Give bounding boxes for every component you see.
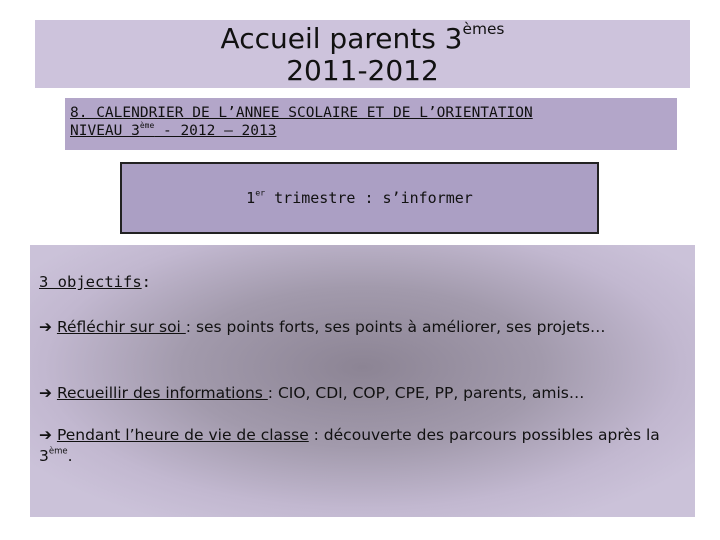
slide-title	[35, 22, 690, 56]
right-arrow-icon: ➔	[39, 318, 52, 336]
section-heading-line-1: 8. CALENDRIER DE L’ANNEE SCOLAIRE ET DE L’ORIENTATION	[70, 105, 533, 121]
right-arrow-icon: ➔	[39, 384, 52, 402]
slide-title-year: 2011-2012	[286, 54, 439, 87]
trimester-text: trimestre : s’informer	[265, 189, 473, 207]
objective-text-end: .	[67, 447, 73, 465]
objectives-heading-colon: :	[141, 273, 151, 291]
right-arrow-icon: ➔	[39, 426, 52, 444]
objective-text: : découverte des parcours possibles après la 3	[39, 426, 660, 465]
section-level-superscript: ème	[139, 120, 155, 130]
section-years-text: - 2012 – 2013	[154, 123, 277, 139]
objectives-heading	[39, 272, 683, 293]
trimester-label	[246, 189, 473, 207]
section-heading-box	[65, 98, 677, 150]
slide-title-superscript: èmes	[462, 20, 505, 39]
objective-text: : CIO, CDI, COP, CPE, PP, parents, amis…	[267, 384, 585, 402]
objective-title: Pendant l’heure de vie de classe	[56, 426, 309, 444]
section-heading-line-2	[70, 122, 276, 140]
objectives-box	[30, 245, 695, 517]
objective-item	[39, 383, 683, 404]
trimester-box	[120, 162, 599, 234]
objective-item	[39, 317, 683, 338]
slide-title-text: Accueil parents 3	[220, 22, 463, 55]
trimester-number-superscript: er	[255, 187, 266, 198]
objective-text-superscript: ème	[48, 446, 68, 457]
section-level-text: NIVEAU 3	[70, 123, 140, 139]
slide-title-box	[35, 20, 690, 88]
objective-text: : ses points forts, ses points à améliorer, ses projets…	[185, 318, 606, 336]
objective-title: Réfléchir sur soi	[56, 318, 186, 336]
trimester-number: 1	[246, 189, 256, 207]
objective-title: Recueillir des informations	[56, 384, 268, 402]
objective-item	[39, 425, 683, 467]
objectives-heading-text: 3 objectifs	[39, 273, 142, 291]
